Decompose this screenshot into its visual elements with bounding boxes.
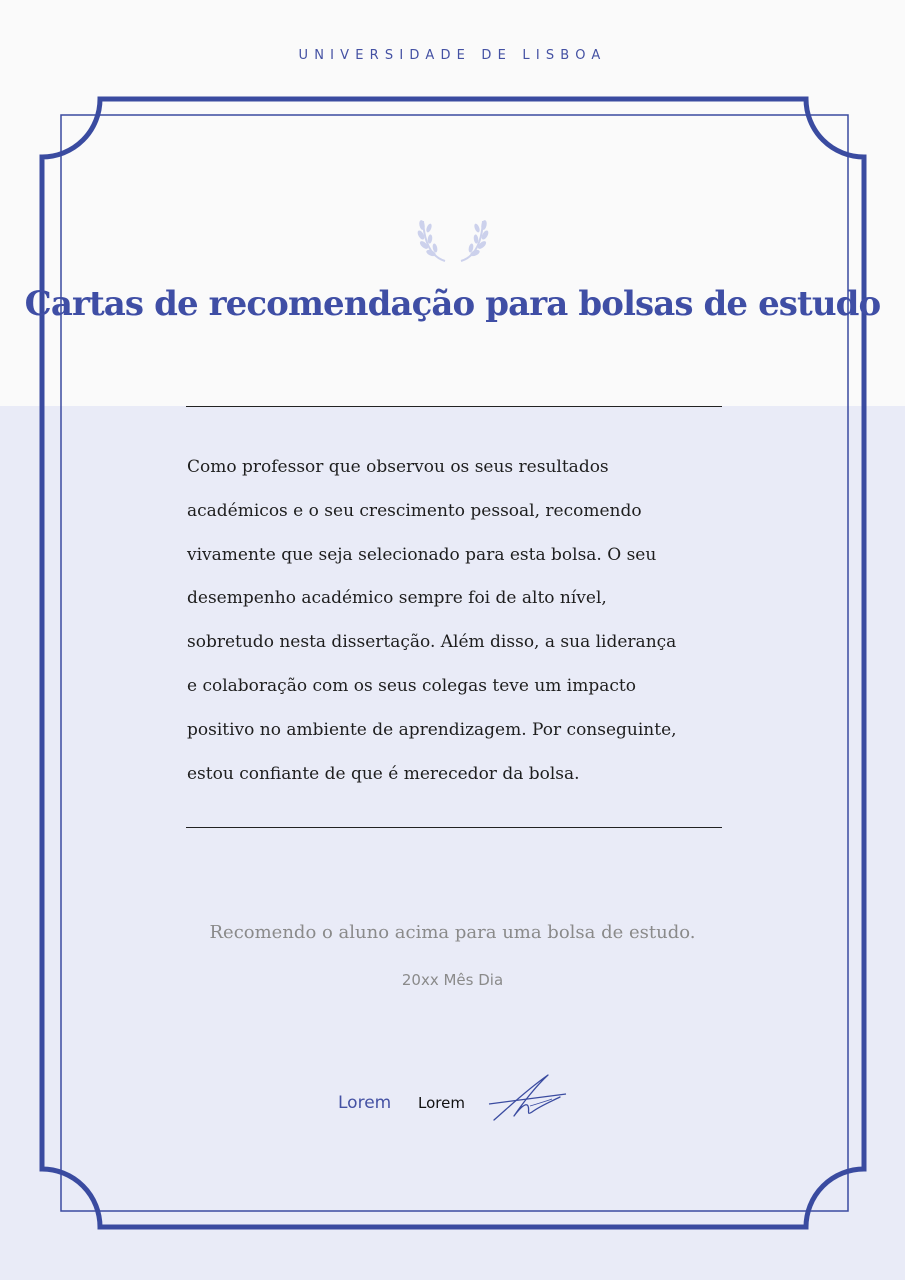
university-name: UNIVERSIDADE DE LISBOA (298, 48, 607, 63)
divider-top (186, 406, 722, 407)
letter-body (187, 446, 747, 796)
signature-label-primary: Lorem (338, 1093, 392, 1113)
body-line: sobretudo nesta dissertação. Além disso, a sua liderança (187, 632, 677, 653)
handwritten-signature (486, 1072, 570, 1124)
body-line: vivamente que seja selecionado para esta bolsa. O seu (187, 544, 657, 565)
recommendation-statement: Recomendo o aluno acima para uma bolsa de estudo. (209, 922, 696, 943)
body-line: e colaboração com os seus colegas teve um impacto (187, 675, 636, 696)
page-title: Cartas de recomendação para bolsas de estudo (24, 284, 881, 324)
divider-bottom (186, 827, 722, 828)
body-line: desempenho académico sempre foi de alto nível, (187, 588, 607, 609)
body-line: positivo no ambiente de aprendizagem. Por conseguinte, (187, 719, 677, 740)
body-line: estou confiante de que é merecedor da bolsa. (187, 763, 580, 784)
body-line: Como professor que observou os seus resultados (187, 457, 609, 477)
body-line: académicos e o seu crescimento pessoal, recomendo (187, 500, 642, 521)
laurel-wreath-icon (415, 215, 491, 265)
date-line: 20xx Mês Dia (401, 971, 504, 989)
signature-label-secondary: Lorem (418, 1094, 465, 1112)
